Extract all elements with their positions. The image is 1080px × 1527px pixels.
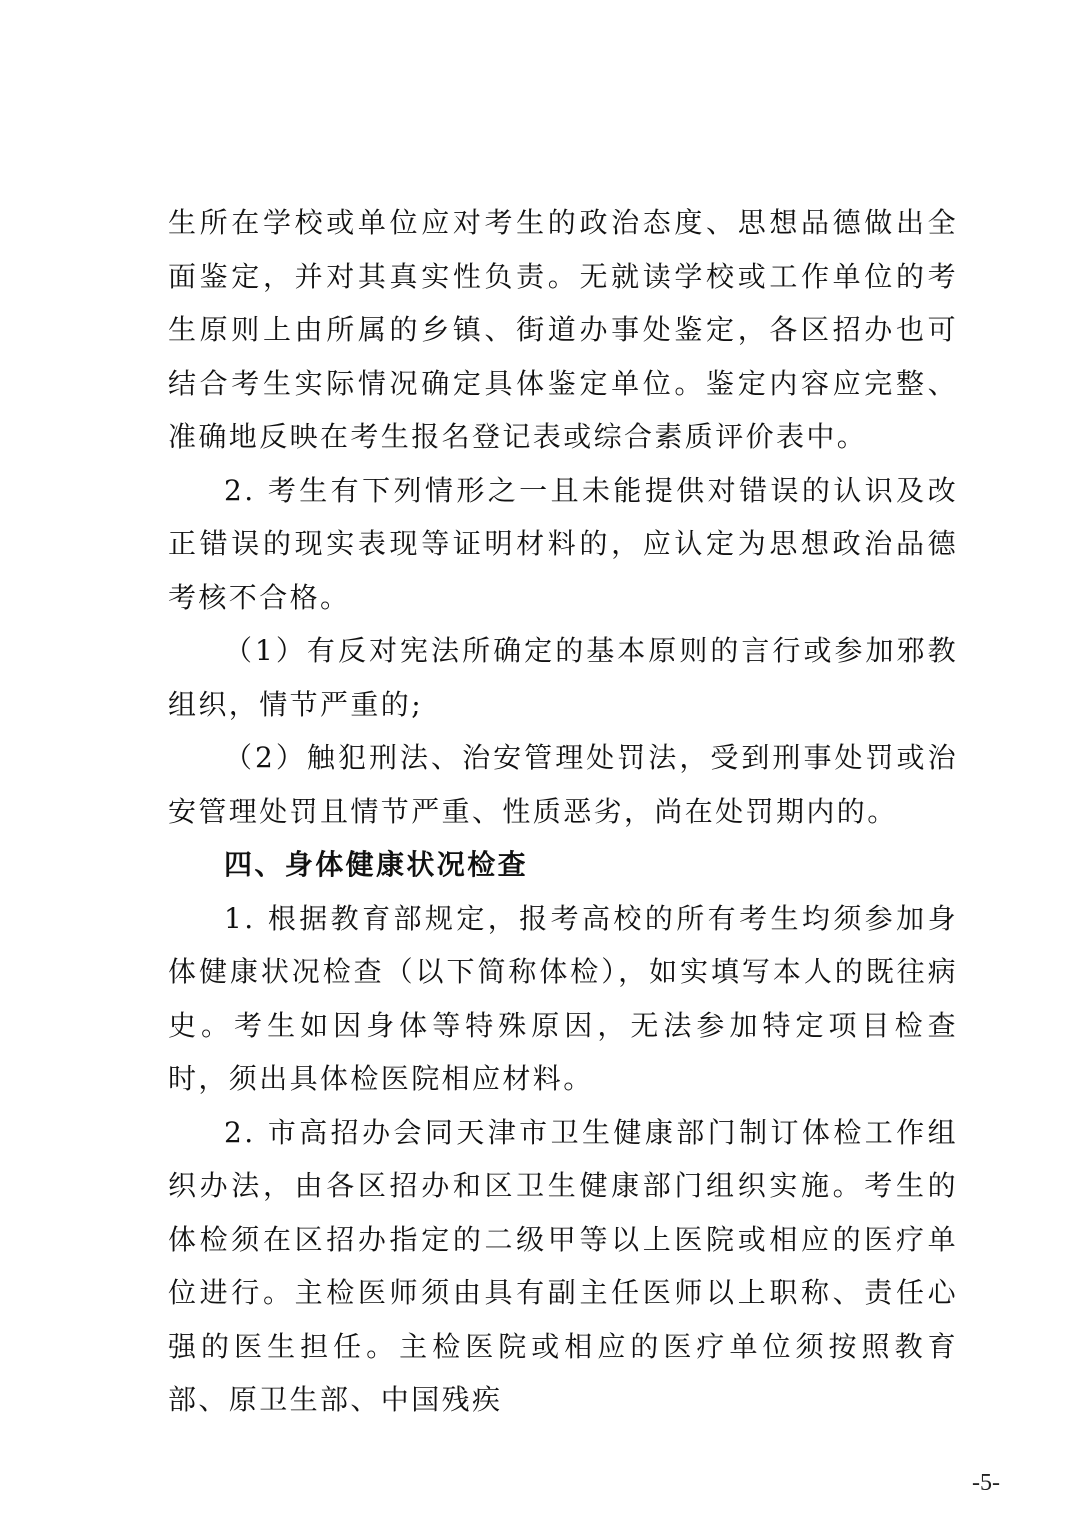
page-number: -5-: [972, 1470, 1000, 1496]
section-heading-health-check: 四、身体健康状况检查: [224, 848, 529, 881]
paragraph-health-item-1: 1. 根据教育部规定，报考高校的所有考生均须参加身体健康状况检查（以下简称体检），如实填写本人的既往病史。考生如因身体等特殊原因，无法参加特定项目检查时，须出具体检医院相应材料。: [168, 901, 958, 1095]
paragraph-subitem-1: （1）有反对宪法所确定的基本原则的言行或参加邪教组织，情节严重的;: [168, 634, 958, 721]
paragraph-moral-evaluation-continued: 生所在学校或单位应对考生的政治态度、思想品德做出全面鉴定，并对其真实性负责。无就读学校或工作单位的考生原则上由所属的乡镇、街道办事处鉴定，各区招办也可结合考生实际情况确定具体鉴定单位。鉴定内容应完整、准确地反映在考生报名登记表或综合素质评价表中。: [168, 206, 958, 453]
body-text: [168, 196, 958, 1427]
paragraph-subitem-2: （2）触犯刑法、治安管理处罚法，受到刑事处罚或治安管理处罚且情节严重、性质恶劣，尚在处罚期内的。: [168, 741, 958, 828]
paragraph-item-2-unqualified: 2. 考生有下列情形之一且未能提供对错误的认识及改正错误的现实表现等证明材料的，应认定为思想政治品德考核不合格。: [168, 473, 958, 614]
paragraph-health-item-2: 2. 市高招办会同天津市卫生健康部门制订体检工作组织办法，由各区招办和区卫生健康部门组织实施。考生的体检须在区招办指定的二级甲等以上医院或相应的医疗单位进行。主检医师须由具有副主任医师以上职称、责任心强的医生担任。主检医院或相应的医疗单位须按照教育部、原卫生部、中国残疾: [168, 1115, 958, 1416]
